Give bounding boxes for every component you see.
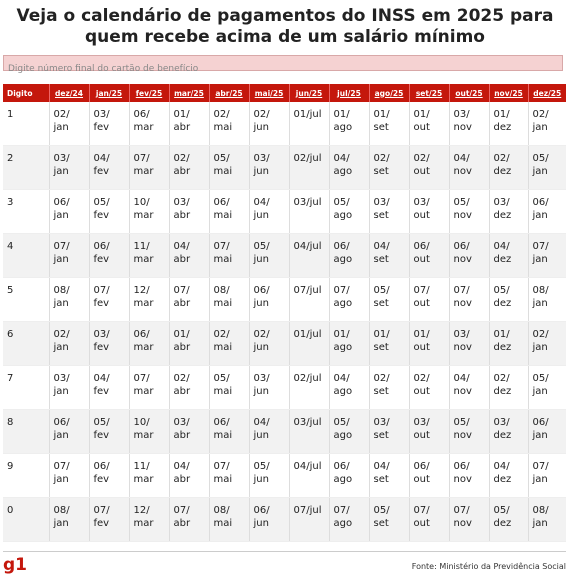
payment-date-cell: 11/ mar xyxy=(129,454,169,498)
payment-date-cell: 02/ jan xyxy=(528,322,566,366)
digit-cell: 6 xyxy=(3,322,49,366)
payment-date-cell: 06/ mar xyxy=(129,102,169,146)
column-header-month[interactable]: abr/25 xyxy=(209,84,249,102)
payment-date-cell: 04/ abr xyxy=(169,234,209,278)
payment-date-cell: 06/ ago xyxy=(329,234,369,278)
payment-calendar-table xyxy=(3,84,566,542)
payment-date-cell: 03/ jun xyxy=(249,366,289,410)
payment-date-cell: 05/ jun xyxy=(249,234,289,278)
table-row xyxy=(3,278,566,322)
payment-date-cell: 02/ jan xyxy=(528,102,566,146)
payment-date-cell: 10/ mar xyxy=(129,190,169,234)
payment-date-cell: 02/ mai xyxy=(209,102,249,146)
payment-date-cell: 05/ dez xyxy=(489,498,528,542)
column-header-month[interactable]: jun/25 xyxy=(289,84,329,102)
payment-date-cell: 05/ set xyxy=(369,498,409,542)
payment-date-cell: 03/ nov xyxy=(449,322,489,366)
payment-date-cell: 04/ dez xyxy=(489,454,528,498)
payment-date-cell: 05/ nov xyxy=(449,410,489,454)
payment-date-cell: 05/ dez xyxy=(489,278,528,322)
table-row xyxy=(3,146,566,190)
payment-date-cell: 03/ abr xyxy=(169,190,209,234)
table-row xyxy=(3,498,566,542)
payment-date-cell: 03/ set xyxy=(369,190,409,234)
payment-date-cell: 06/ out xyxy=(409,234,449,278)
payment-date-cell: 06/ jun xyxy=(249,278,289,322)
table-row xyxy=(3,190,566,234)
table-row xyxy=(3,454,566,498)
payment-date-cell: 01/ dez xyxy=(489,102,528,146)
payment-date-cell: 01/jul xyxy=(289,322,329,366)
payment-date-cell: 03/ nov xyxy=(449,102,489,146)
payment-date-cell: 05/ jan xyxy=(528,146,566,190)
payment-date-cell: 07/ ago xyxy=(329,278,369,322)
table-row xyxy=(3,322,566,366)
payment-date-cell: 04/ nov xyxy=(449,146,489,190)
payment-date-cell: 01/ set xyxy=(369,322,409,366)
payment-date-cell: 07/ out xyxy=(409,498,449,542)
digit-cell: 4 xyxy=(3,234,49,278)
payment-date-cell: 07/ fev xyxy=(89,498,129,542)
column-header-month[interactable]: jan/25 xyxy=(89,84,129,102)
payment-date-cell: 03/ out xyxy=(409,410,449,454)
payment-date-cell: 05/ set xyxy=(369,278,409,322)
payment-date-cell: 02/ mai xyxy=(209,322,249,366)
payment-date-cell: 06/ out xyxy=(409,454,449,498)
payment-date-cell: 07/ jan xyxy=(49,234,89,278)
payment-date-cell: 01/ abr xyxy=(169,102,209,146)
payment-date-cell: 07/ ago xyxy=(329,498,369,542)
payment-date-cell: 04/jul xyxy=(289,454,329,498)
payment-date-cell: 05/ jan xyxy=(528,366,566,410)
source-note: Fonte: Ministério da Previdência Social xyxy=(411,562,566,571)
payment-date-cell: 05/ jun xyxy=(249,454,289,498)
payment-date-cell: 03/ fev xyxy=(89,102,129,146)
page-title: Veja o calendário de pagamentos do INSS em 2025 para quem recebe acima de um salário mínimo xyxy=(16,6,554,47)
payment-date-cell: 06/ jun xyxy=(249,498,289,542)
payment-date-cell: 02/ jan xyxy=(49,322,89,366)
digit-cell: 7 xyxy=(3,366,49,410)
table-body xyxy=(3,102,566,542)
digit-cell: 9 xyxy=(3,454,49,498)
payment-date-cell: 06/ jan xyxy=(49,190,89,234)
payment-date-cell: 06/ nov xyxy=(449,234,489,278)
footer-divider xyxy=(3,551,566,552)
digit-cell: 1 xyxy=(3,102,49,146)
column-header-month[interactable]: jul/25 xyxy=(329,84,369,102)
payment-date-cell: 04/ fev xyxy=(89,146,129,190)
payment-date-cell: 07/ abr xyxy=(169,498,209,542)
payment-date-cell: 04/ set xyxy=(369,234,409,278)
payment-date-cell: 07/ mar xyxy=(129,146,169,190)
payment-date-cell: 02/ out xyxy=(409,146,449,190)
payment-date-cell: 07/ nov xyxy=(449,498,489,542)
payment-date-cell: 08/ jan xyxy=(528,498,566,542)
column-header-month[interactable]: mar/25 xyxy=(169,84,209,102)
payment-date-cell: 08/ mai xyxy=(209,498,249,542)
payment-date-cell: 06/ mai xyxy=(209,190,249,234)
payment-date-cell: 07/jul xyxy=(289,278,329,322)
payment-date-cell: 06/ mai xyxy=(209,410,249,454)
payment-date-cell: 02/ jan xyxy=(49,102,89,146)
payment-date-cell: 06/ jan xyxy=(528,410,566,454)
payment-date-cell: 07/ jan xyxy=(528,454,566,498)
payment-date-cell: 05/ ago xyxy=(329,410,369,454)
payment-date-cell: 05/ mai xyxy=(209,366,249,410)
payment-date-cell: 04/ ago xyxy=(329,146,369,190)
column-header-month[interactable]: ago/25 xyxy=(369,84,409,102)
payment-date-cell: 03/jul xyxy=(289,410,329,454)
column-header-month[interactable]: nov/25 xyxy=(489,84,528,102)
payment-date-cell: 06/ fev xyxy=(89,234,129,278)
table-header-row xyxy=(3,84,566,102)
payment-date-cell: 06/ jan xyxy=(528,190,566,234)
digit-cell: 8 xyxy=(3,410,49,454)
payment-date-cell: 02/ abr xyxy=(169,366,209,410)
payment-date-cell: 02/ dez xyxy=(489,366,528,410)
payment-date-cell: 03/ set xyxy=(369,410,409,454)
payment-date-cell: 04/jul xyxy=(289,234,329,278)
column-header-month[interactable]: dez/25 xyxy=(528,84,566,102)
payment-date-cell: 03/ out xyxy=(409,190,449,234)
payment-date-cell: 01/ ago xyxy=(329,322,369,366)
payment-date-cell: 03/ jun xyxy=(249,146,289,190)
payment-date-cell: 03/ jan xyxy=(49,366,89,410)
digit-cell: 0 xyxy=(3,498,49,542)
payment-date-cell: 05/ fev xyxy=(89,410,129,454)
payment-date-cell: 01/ out xyxy=(409,102,449,146)
payment-date-cell: 08/ jan xyxy=(49,498,89,542)
payment-date-cell: 08/ mai xyxy=(209,278,249,322)
payment-date-cell: 04/ jun xyxy=(249,410,289,454)
column-header-month[interactable]: fev/25 xyxy=(129,84,169,102)
payment-date-cell: 04/ set xyxy=(369,454,409,498)
payment-date-cell: 02/ set xyxy=(369,146,409,190)
table-row xyxy=(3,102,566,146)
payment-date-cell: 07/ nov xyxy=(449,278,489,322)
payment-date-cell: 05/ ago xyxy=(329,190,369,234)
payment-date-cell: 02/jul xyxy=(289,366,329,410)
payment-date-cell: 02/ jun xyxy=(249,102,289,146)
payment-date-cell: 07/ fev xyxy=(89,278,129,322)
payment-date-cell: 01/ dez xyxy=(489,322,528,366)
payment-date-cell: 01/ abr xyxy=(169,322,209,366)
table-row xyxy=(3,410,566,454)
payment-date-cell: 02/ out xyxy=(409,366,449,410)
payment-date-cell: 06/ jan xyxy=(49,410,89,454)
payment-date-cell: 12/ mar xyxy=(129,498,169,542)
payment-date-cell: 03/ jan xyxy=(49,146,89,190)
payment-date-cell: 07/ mai xyxy=(209,234,249,278)
payment-date-cell: 06/ nov xyxy=(449,454,489,498)
table-row xyxy=(3,366,566,410)
payment-date-cell: 03/ abr xyxy=(169,410,209,454)
payment-date-cell: 04/ ago xyxy=(329,366,369,410)
g1-logo: g1 xyxy=(3,555,27,575)
digit-cell: 5 xyxy=(3,278,49,322)
column-header-month[interactable]: mai/25 xyxy=(249,84,289,102)
payment-date-cell: 03/ dez xyxy=(489,410,528,454)
payment-date-cell: 07/ mar xyxy=(129,366,169,410)
payment-date-cell: 03/ dez xyxy=(489,190,528,234)
payment-date-cell: 08/ jan xyxy=(49,278,89,322)
payment-date-cell: 12/ mar xyxy=(129,278,169,322)
search-input[interactable] xyxy=(4,62,562,76)
payment-date-cell: 04/ fev xyxy=(89,366,129,410)
payment-date-cell: 07/ abr xyxy=(169,278,209,322)
payment-date-cell: 11/ mar xyxy=(129,234,169,278)
payment-date-cell: 02/jul xyxy=(289,146,329,190)
payment-date-cell: 02/ abr xyxy=(169,146,209,190)
payment-date-cell: 02/ jun xyxy=(249,322,289,366)
payment-date-cell: 01/jul xyxy=(289,102,329,146)
digit-cell: 2 xyxy=(3,146,49,190)
payment-date-cell: 03/jul xyxy=(289,190,329,234)
digit-cell: 3 xyxy=(3,190,49,234)
payment-date-cell: 06/ mar xyxy=(129,322,169,366)
payment-date-cell: 06/ ago xyxy=(329,454,369,498)
payment-date-cell: 07/ mai xyxy=(209,454,249,498)
payment-date-cell: 05/ mai xyxy=(209,146,249,190)
payment-date-cell: 04/ jun xyxy=(249,190,289,234)
payment-date-cell: 07/ out xyxy=(409,278,449,322)
payment-date-cell: 04/ abr xyxy=(169,454,209,498)
payment-date-cell: 07/ jan xyxy=(49,454,89,498)
table-row xyxy=(3,234,566,278)
payment-date-cell: 01/ ago xyxy=(329,102,369,146)
column-header-month[interactable]: set/25 xyxy=(409,84,449,102)
search-box[interactable] xyxy=(3,55,563,71)
payment-date-cell: 10/ mar xyxy=(129,410,169,454)
payment-date-cell: 06/ fev xyxy=(89,454,129,498)
payment-date-cell: 04/ dez xyxy=(489,234,528,278)
column-header-month[interactable]: out/25 xyxy=(449,84,489,102)
payment-date-cell: 04/ nov xyxy=(449,366,489,410)
payment-date-cell: 05/ fev xyxy=(89,190,129,234)
payment-date-cell: 01/ set xyxy=(369,102,409,146)
payment-date-cell: 05/ nov xyxy=(449,190,489,234)
payment-date-cell: 02/ dez xyxy=(489,146,528,190)
payment-date-cell: 02/ set xyxy=(369,366,409,410)
payment-date-cell: 03/ fev xyxy=(89,322,129,366)
payment-date-cell: 07/ jan xyxy=(528,234,566,278)
payment-date-cell: 07/jul xyxy=(289,498,329,542)
column-header-digito: Digito xyxy=(3,84,49,102)
column-header-month[interactable]: dez/24 xyxy=(49,84,89,102)
payment-date-cell: 08/ jan xyxy=(528,278,566,322)
payment-date-cell: 01/ out xyxy=(409,322,449,366)
